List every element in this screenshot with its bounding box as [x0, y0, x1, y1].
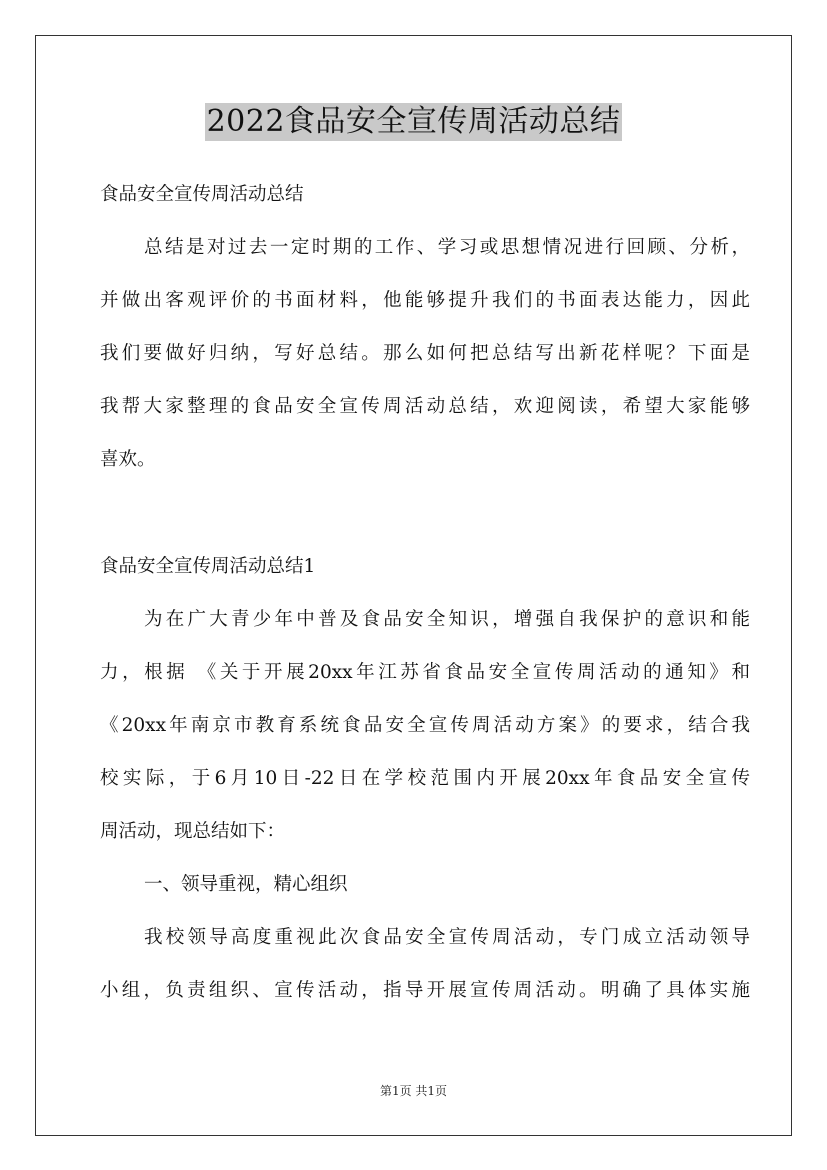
section-line: 力，根据 《关于开展20xx年江苏省食品安全宣传周活动的通知》和 — [100, 662, 750, 683]
section-line-last: 周活动，现总结如下： — [100, 821, 286, 842]
intro-line-last: 喜欢。 — [100, 449, 156, 470]
intro-line: 我帮大家整理的食品安全宣传周活动总结，欢迎阅读，希望大家能够 — [100, 396, 750, 417]
document-body — [100, 168, 750, 1017]
section-title: 食品安全宣传周活动总结1 — [100, 556, 316, 577]
section-line: 《20xx年南京市教育系统食品安全宣传周活动方案》的要求，结合我 — [100, 715, 750, 736]
section-line: 为在广大青少年中普及食品安全知识，增强自我保护的意识和能 — [144, 609, 750, 630]
para2-line: 小组，负责组织、宣传活动，指导开展宣传周活动。明确了具体实施 — [100, 980, 750, 1001]
intro-line: 我们要做好归纳，写好总结。那么如何把总结写出新花样呢？下面是 — [100, 343, 750, 364]
intro-line: 并做出客观评价的书面材料，他能够提升我们的书面表达能力，因此 — [100, 290, 750, 311]
page-footer: 第1页 共1页 — [379, 1084, 448, 1098]
intro-line: 总结是对过去一定时期的工作、学习或思想情况进行回顾、分析， — [144, 237, 750, 258]
heading-leadership: 一、领导重视，精心组织 — [144, 874, 348, 895]
paragraph-gap — [100, 486, 750, 540]
para2-line: 我校领导高度重视此次食品安全宣传周活动，专门成立活动领导 — [144, 927, 750, 948]
title-container — [0, 103, 827, 141]
section-line: 校实际，于6月10日-22日在学校范围内开展20xx年食品安全宣传 — [100, 768, 750, 789]
document-title: 2022食品安全宣传周活动总结 — [206, 104, 621, 139]
document-subtitle: 食品安全宣传周活动总结 — [100, 184, 304, 205]
